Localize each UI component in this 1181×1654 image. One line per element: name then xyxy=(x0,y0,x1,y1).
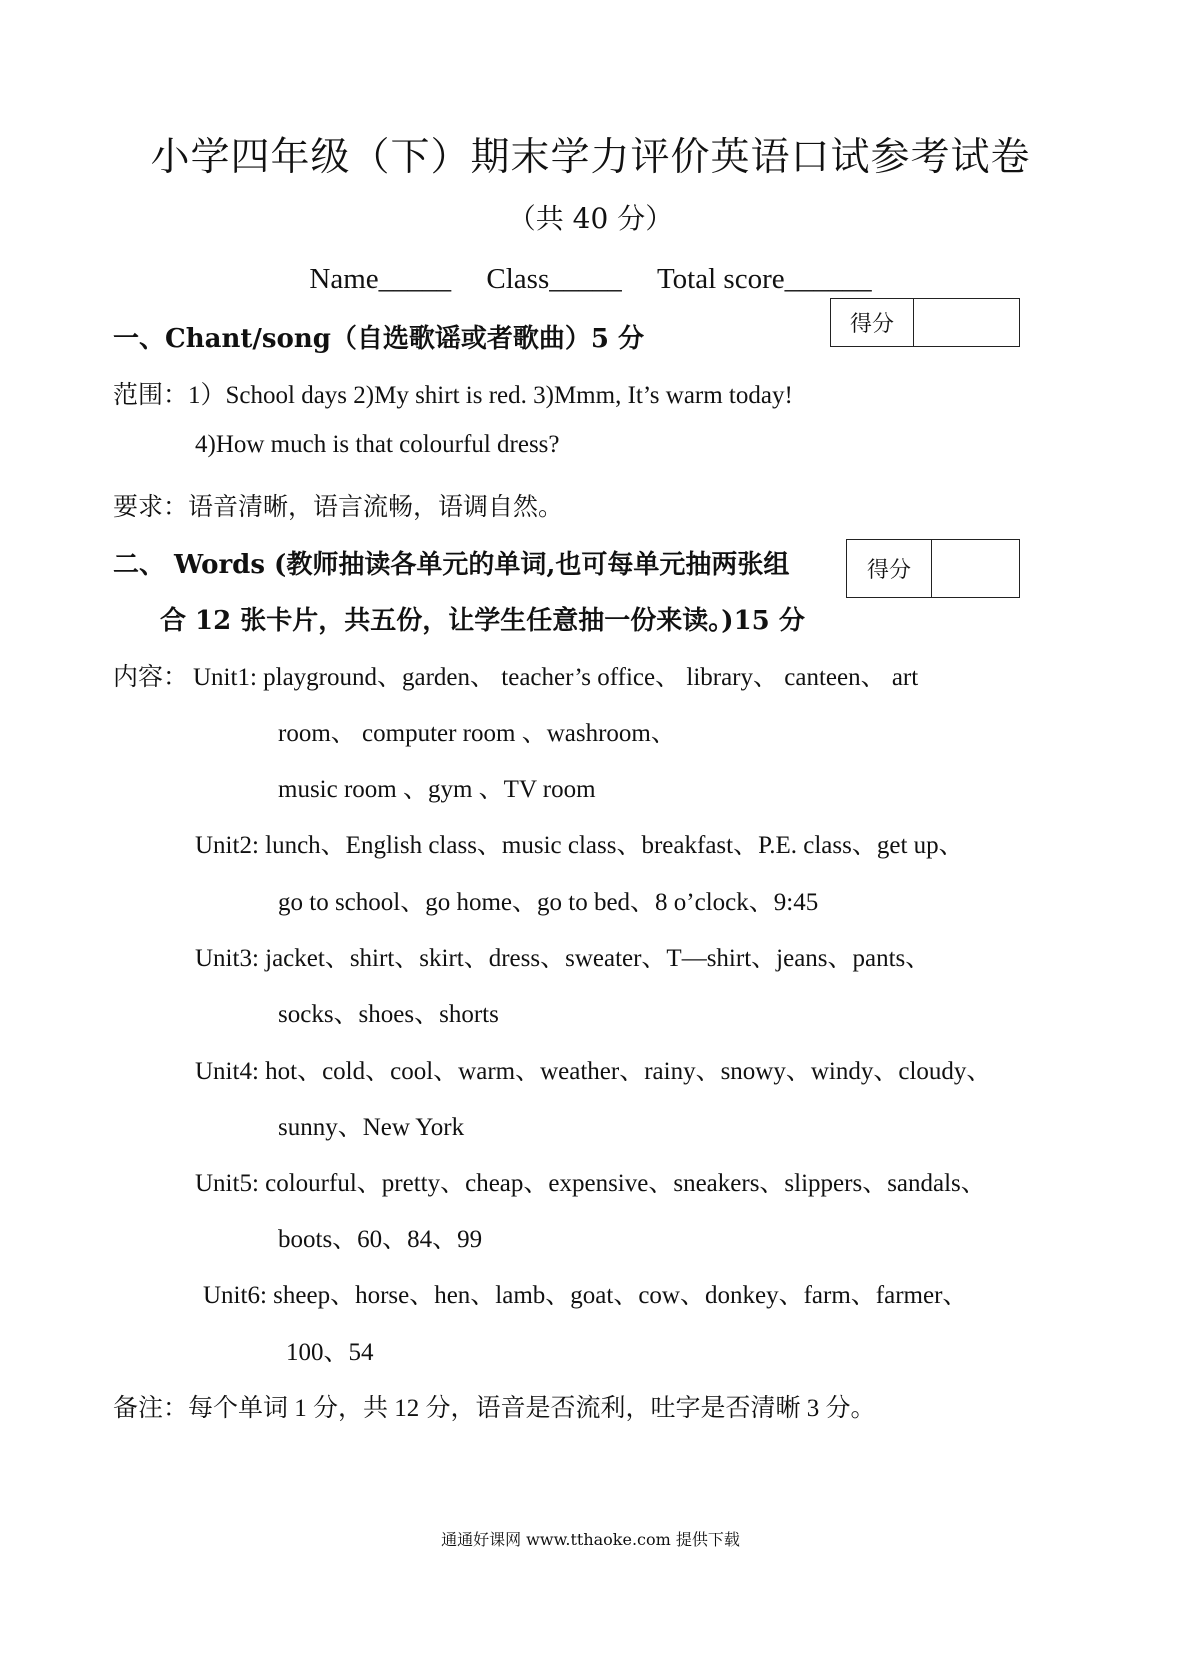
section1-requirement: 要求：语音清晰，语言流畅，语调自然。 xyxy=(113,494,564,521)
scoring-note: 备注：每个单词 1 分，共 12 分，语音是否流利，吐字是否清晰 3 分。 xyxy=(113,1395,876,1422)
unit5-line2: boots、60、84、99 xyxy=(278,1226,483,1253)
total-score-field: Total score______ xyxy=(656,263,872,295)
unit1-line1: Unit1: playground、garden、 teacher’s office、 library、 canteen、 art xyxy=(193,664,919,691)
total-points: （共 40 分） xyxy=(507,202,674,235)
unit3-line2: socks、shoes、shorts xyxy=(278,1001,499,1028)
section1-heading: 一、Chant/song（自选歌谣或者歌曲）5 分 xyxy=(113,324,645,354)
page-title: 小学四年级（下）期末学力评价英语口试参考试卷 xyxy=(150,135,1031,180)
score-label: 得分 xyxy=(847,540,932,597)
section2-heading-line2: 合 12 张卡片，共五份，让学生任意抽一份来读。)15 分 xyxy=(160,606,805,636)
score-label: 得分 xyxy=(831,299,914,346)
unit3-line1: Unit3: jacket、shirt、skirt、dress、sweater、T—shirt、jeans、pants、 xyxy=(195,945,931,972)
unit2-line1: Unit2: lunch、English class、music class、breakfast、P.E. class、get up、 xyxy=(195,832,964,859)
unit6-line1: Unit6: sheep、horse、hen、lamb、goat、cow、donkey、farm、farmer、 xyxy=(203,1282,968,1309)
content-label: 内容： xyxy=(113,664,189,691)
section1-range-line2: 4)How much is that colourful dress? xyxy=(195,431,560,458)
section1-score-box xyxy=(830,298,1020,347)
unit6-line2: 100、54 xyxy=(286,1339,374,1366)
student-info-line xyxy=(0,263,1181,296)
name-field: Name_____ xyxy=(309,263,452,295)
section2-heading-line1: 二、 Words (教师抽读各单元的单词,也可每单元抽两张组 xyxy=(113,550,790,580)
section1-range-line1: 范围：1）School days 2)My shirt is red. 3)Mmm, It’s warm today! xyxy=(113,382,793,409)
unit1-line2: room、 computer room 、washroom、 xyxy=(278,720,676,747)
unit2-line2: go to school、go home、go to bed、8 o’clock、9:45 xyxy=(278,889,819,916)
score-value-cell xyxy=(932,540,1019,597)
unit4-line2: sunny、New York xyxy=(278,1114,465,1141)
unit5-line1: Unit5: colourful、pretty、cheap、expensive、sneakers、slippers、sandals、 xyxy=(195,1170,986,1197)
footer-watermark: 通通好课网 www.tthaoke.com 提供下载 xyxy=(441,1530,740,1549)
class-field: Class_____ xyxy=(486,263,622,295)
unit4-line1: Unit4: hot、cold、cool、warm、weather、rainy、snowy、windy、cloudy、 xyxy=(195,1058,992,1085)
unit1-line3: music room 、gym 、TV room xyxy=(278,776,596,803)
section2-score-box xyxy=(846,539,1020,598)
score-value-cell xyxy=(914,299,1019,346)
